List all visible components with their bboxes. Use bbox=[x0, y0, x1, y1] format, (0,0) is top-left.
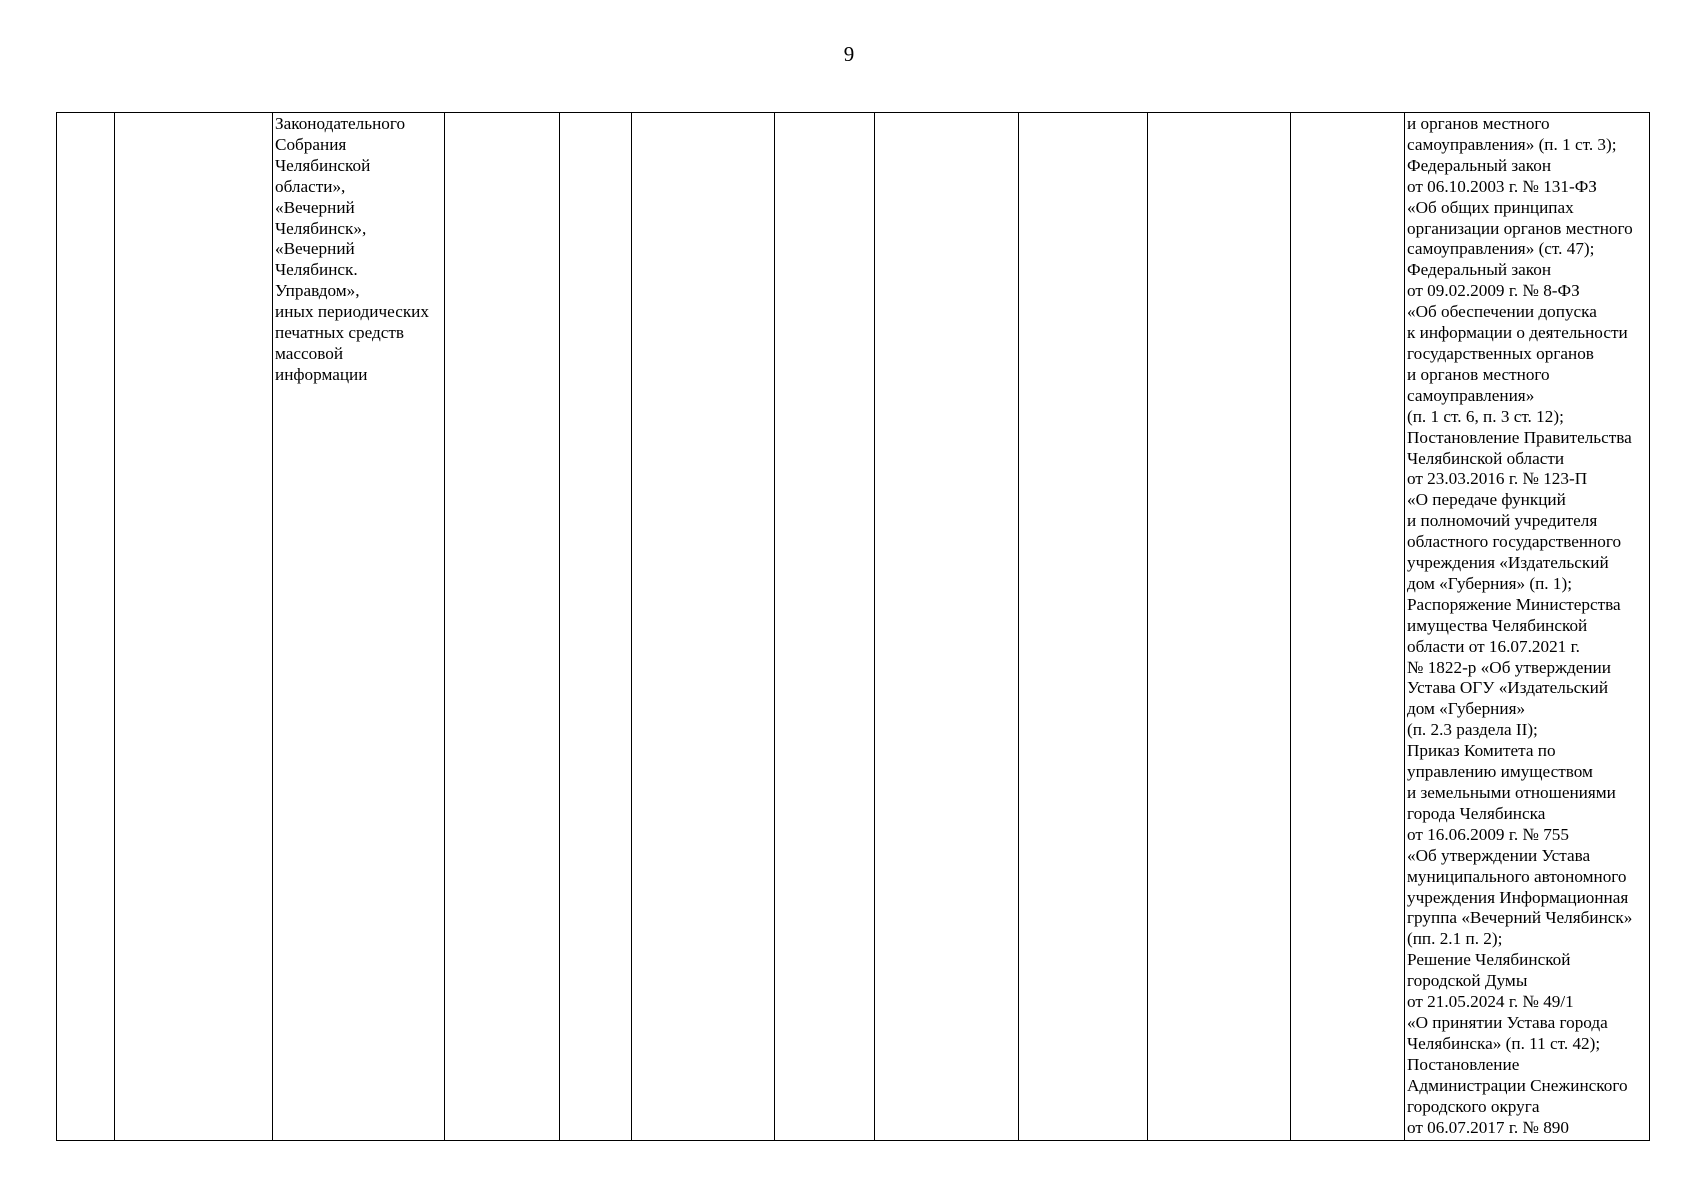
table-cell-4 bbox=[445, 113, 560, 1141]
table-cell-12 bbox=[1405, 113, 1650, 1141]
table-cell-9 bbox=[1019, 113, 1148, 1141]
table-cell-3 bbox=[273, 113, 445, 1141]
table-cell-8 bbox=[875, 113, 1019, 1141]
cell-text-legal-basis: и органов местного самоуправления» (п. 1 ст. 3); Федеральный закон от 06.10.2003 г. № 131-ФЗ «Об общих принципах организации органов местного самоуправления» (ст. 47); Федеральный закон от 09.02.2009 г. № 8-ФЗ «Об обеспечении допуска к информации о деятельности государственных органов и органов местного самоуправления» (п. 1 ст. 6, п. 3 ст. 12); Постановление Правительства Челябинской области от 23.03.2016 г. № 123-П «О передаче функций и полномочий учредителя областного государственного учреждения «Издательский дом «Губерния» (п. 1); Распоряжение Министерства имущества Челябинской области от 16.07.2021 г. № 1822-р «Об утверждении Устава ОГУ «Издательский дом «Губерния» (п. 2.3 раздела II); Приказ Комитета по управлению имуществом и земельными отношениями города Челябинска от 16.06.2009 г. № 755 «Об утверждении Устава муниципального автономного учреждения Информационная группа «Вечерний Челябинск» (пп. 2.1 п. 2); Решение Челябинской городской Думы от 21.05.2024 г. № 49/1 «О принятии Устава города Челябинска» (п. 11 ст. 42); Постановление Администрации Снежинского городского округа от 06.07.2017 г. № 890 bbox=[1407, 114, 1633, 1137]
table-cell-5 bbox=[560, 113, 632, 1141]
table-cell-11 bbox=[1291, 113, 1405, 1141]
table-cell-1 bbox=[57, 113, 115, 1141]
table-cell-7 bbox=[775, 113, 875, 1141]
table-row bbox=[57, 113, 1650, 1141]
table-cell-10 bbox=[1148, 113, 1291, 1141]
table-cell-6 bbox=[632, 113, 775, 1141]
cell-text-publications: Законодательного Собрания Челябинской области», «Вечерний Челябинск», «Вечерний Челябинск. Управдом», иных периодических печатных средств массовой информации bbox=[275, 114, 429, 384]
table-cell-2 bbox=[115, 113, 273, 1141]
document-table bbox=[56, 112, 1650, 1141]
page-number: 9 bbox=[843, 42, 855, 66]
